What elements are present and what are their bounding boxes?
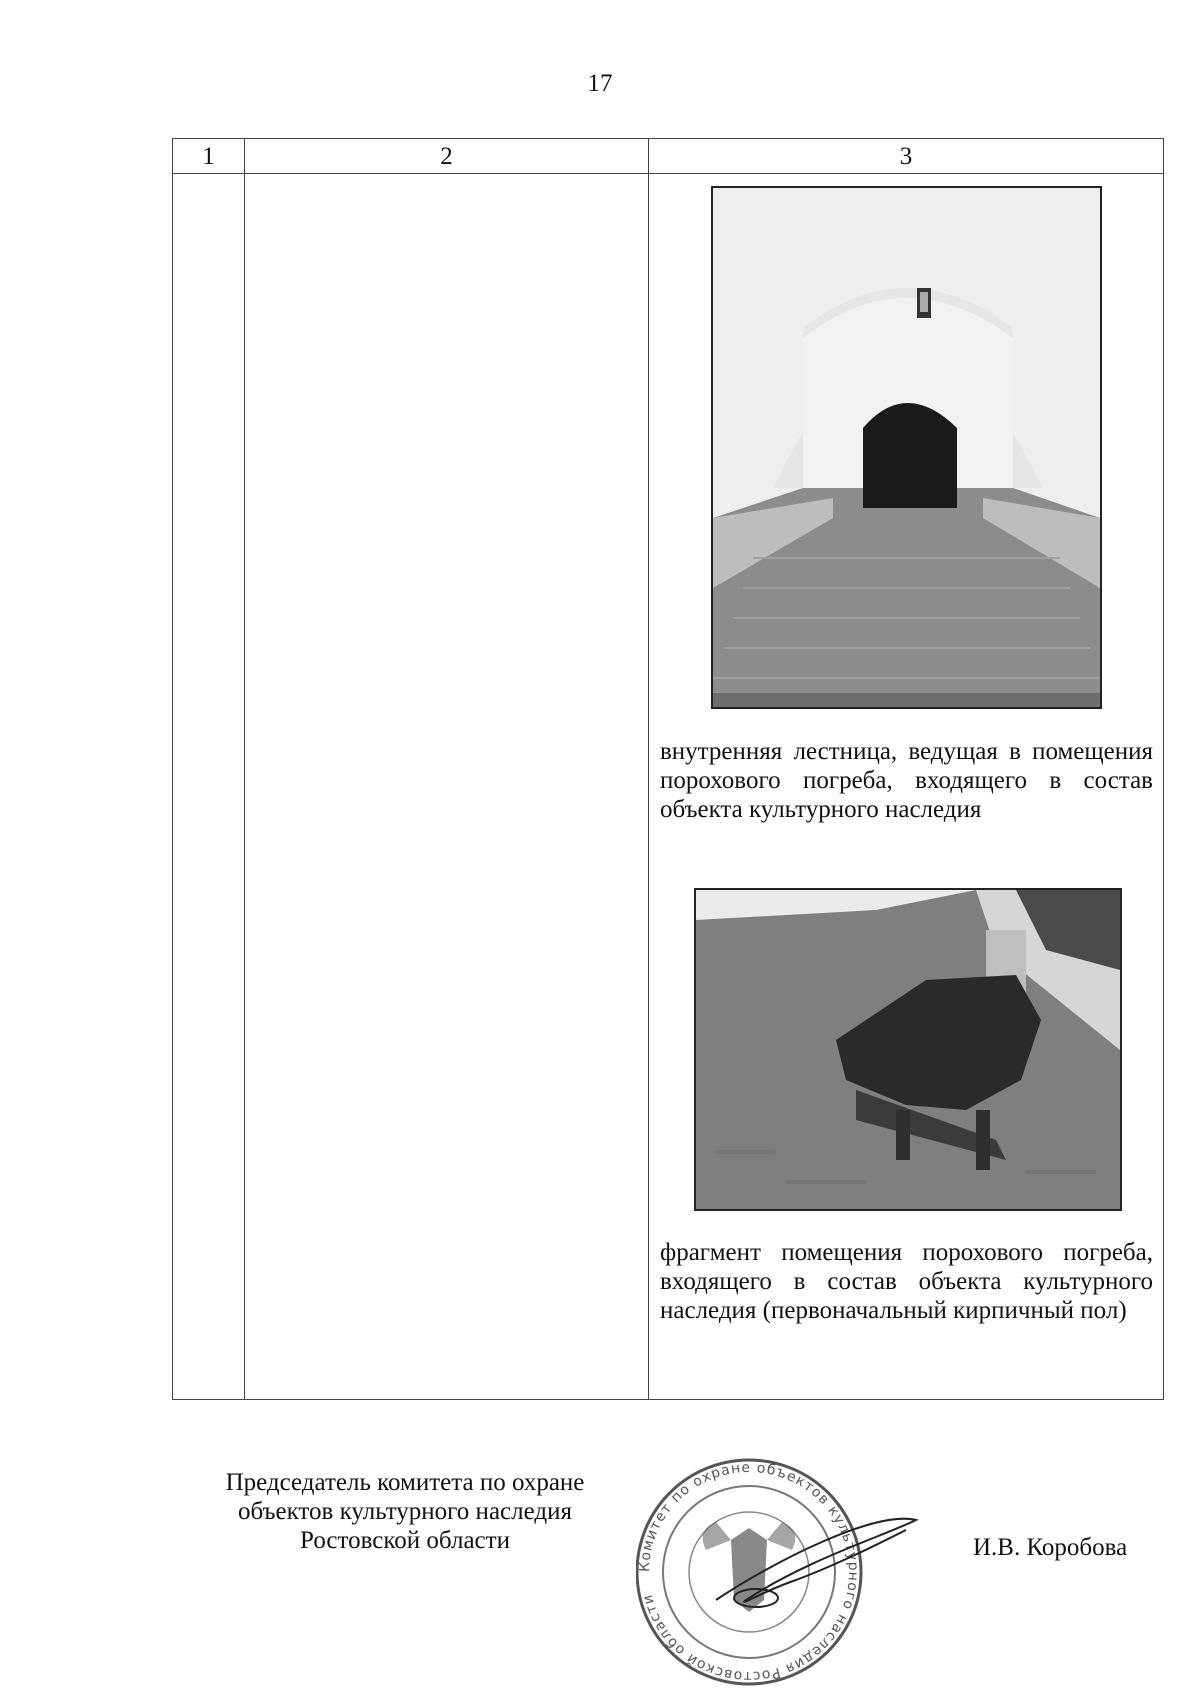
signatory-title: Председатель комитета по охране объектов культурного наследия Ростовской области [225, 1469, 585, 1554]
cannon-photo [694, 888, 1122, 1211]
header-cell-2: 2 [440, 143, 453, 170]
page-number: 17 [587, 70, 613, 97]
signatory-name: И.В. Коробова [973, 1534, 1128, 1561]
staircase-caption: внутренняя лестница, ведущая в помещения порохового погреба, входящего в состав объекта культурного наследия [660, 738, 1153, 823]
header-cell-1: 1 [202, 143, 215, 170]
official-seal [636, 1450, 926, 1695]
svg-text:Комитет по охране объектов кул: Комитет по охране объектов культурного наследия Ростовской области [636, 1459, 862, 1685]
fragment-caption: фрагмент помещения порохового погреба, входящего в состав объекта культурного наследия (первоначальный кирпичный пол) [660, 1239, 1153, 1324]
staircase-photo [711, 186, 1102, 709]
header-cell-3: 3 [899, 143, 913, 170]
